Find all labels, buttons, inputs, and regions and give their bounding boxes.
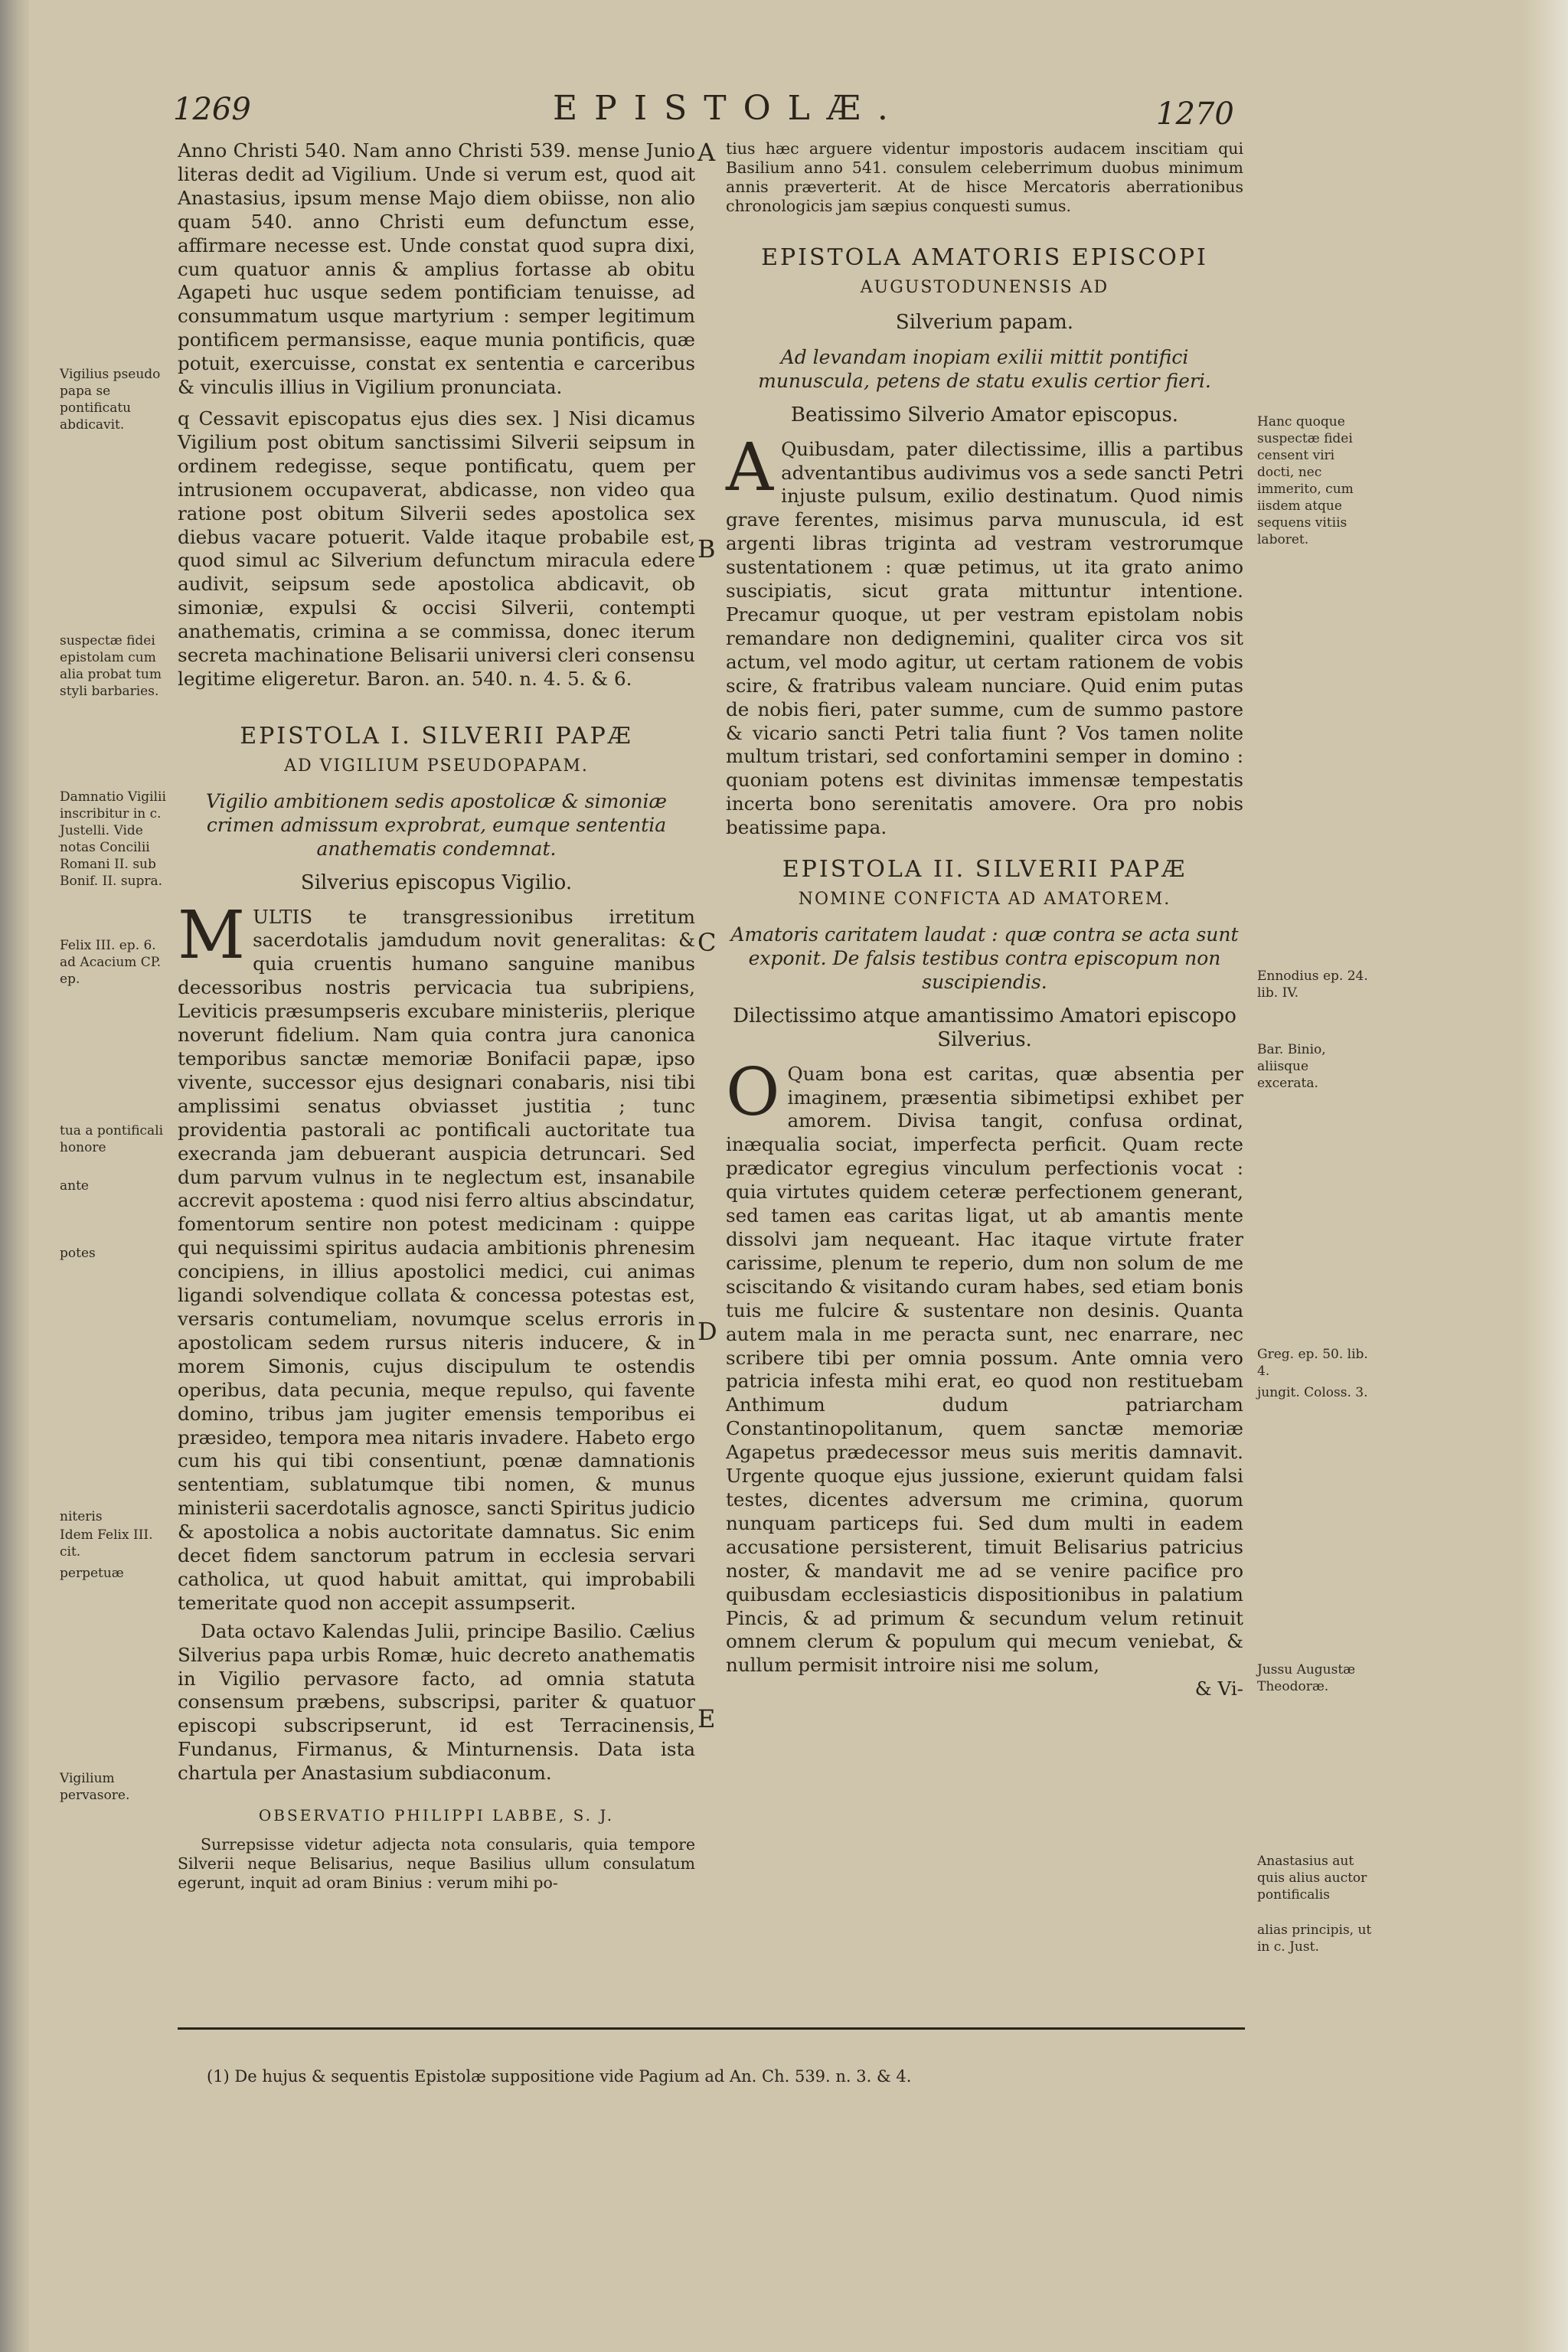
epistola1-data: Data octavo Kalendas Julii, principe Basilio. Cælius Silverius papa urbis Romæ, huic decreto anathematis in Vigilio pervasore facto, ad omnia statuta consensum præbens, subscripsi, pariter & quatuor episcopi subscripserunt, id est Terracinensis, Fundanus, Firmanus, & Minturnensis. Data ista chartula per Anastasium subdiaconum. bbox=[178, 1619, 695, 1785]
right-note-alias-principis: alias principis, ut in c. Just. bbox=[1257, 1922, 1372, 1955]
left-note-damnatio: Damnatio Vigilii inscribitur in c. Justelli. Vide notas Concilii Romani II. sub Bonif. II. supra. bbox=[60, 789, 166, 889]
right-note-ennodius: Ennodius ep. 24. lib. IV. bbox=[1257, 969, 1368, 1001]
right-note-hanc-quoque: Hanc quoque suspectæ fidei censent viri docti, nec immerito, cum iisdem atque sequens vitiis laboret. bbox=[1257, 414, 1354, 547]
right-note-coloss: jungit. Coloss. 3. bbox=[1257, 1385, 1368, 1400]
amator-dropcap: A bbox=[726, 429, 774, 506]
observatio-body: Surrepsisse videtur adjecta nota consularis, quia tempore Silverii neque Belisarius, neque Basilius ullum consulatum egerunt, inquit ad oram Binius : verum mihi po- bbox=[178, 1835, 695, 1892]
margin-letter-b: B bbox=[697, 534, 716, 564]
right-note-greg: Greg. ep. 50. lib. 4. bbox=[1257, 1347, 1368, 1379]
epistola2-dropcap: O bbox=[726, 1054, 780, 1131]
observatio-heading: OBSERVATIO PHILIPPI LABBE, S. J. bbox=[258, 1806, 615, 1825]
epistola2-salutation: Dilectissimo atque amantissimo Amatori episcopo Silverius. bbox=[733, 1004, 1236, 1051]
epistola1-heading: EPISTOLA I. SILVERII PAPÆ bbox=[240, 722, 633, 750]
epistola1-summary: Vigilio ambitionem sedis apostolicæ & simoniæ crimen admissum exprobrat, eumque sententia anathematis condemnat. bbox=[206, 789, 667, 860]
adjacent-page-edge bbox=[0, 0, 29, 2352]
left-note-tua-a-pontificali: tua a pontificali honore bbox=[60, 1123, 164, 1155]
left-note-perpetuae: perpetuæ bbox=[60, 1566, 124, 1581]
margin-letter-c: C bbox=[697, 928, 717, 957]
intro-paragraph-2: q Cessavit episcopatus ejus dies sex. ] Nisi dicamus Vigilium post obitum sanctissimi Silverii seipsum in ordinem redegisse, seque pontificatu, quem per intrusionem occupaverat, abdicasse, non video qua ratione post obitum Silverii sedes apostolica sex diebus vacare potuerit. Valde itaque probabile est, quod simul ac Silverium defunctum miracula edere audivit, seipsum sede apostolica abdicavit, ob simoniæ, expulsi & occisi Silverii, contempti anathematis, crimina a se commissa, donec iterum secreta machinatione Belisarii universi cleri consensu legitime eligeretur. Baron. an. 540. n. 4. 5. & 6. bbox=[178, 407, 695, 690]
amator-subheading: AUGUSTODUNENSIS AD bbox=[860, 277, 1109, 297]
footnote: (1) De hujus & sequentis Epistolæ suppositione vide Pagium ad An. Ch. 539. n. 3. & 4. bbox=[207, 2067, 912, 2086]
epistola2-heading: EPISTOLA II. SILVERII PAPÆ bbox=[782, 856, 1187, 884]
page-number-left: 1269 bbox=[173, 92, 251, 127]
amator-body bbox=[726, 429, 1243, 840]
book-page bbox=[31, 0, 1524, 2352]
epistola1-body bbox=[178, 897, 695, 1615]
right-note-bar-binio: Bar. Binio, aliisque excerata. bbox=[1257, 1042, 1326, 1091]
footnote-rule bbox=[178, 2027, 1245, 2030]
epistola2-body-text: Quam bona est caritas, quæ absentia per imaginem, præsentia sibimetipsi exhibet per amorem. Divisa tangit, confusa ordinat, inæqualia sociat, imperfecta perficit. Quam recte prædicator egregius vinculum perfectionis vocat : quia virtutes quidem ceteræ perfectionem generant, sed tamen eas caritas ligat, ut ab amantis mente dissolvi jam nequeant. Hac itaque virtute frater carissime, plenum te reperio, dum non solum de me sciscitando & visitando curam habes, sed etiam bonis tuis me fulcire & sustentare non desinis. Quanta autem mala in me peracta sunt, nec enarrare, nec scribere tibi per omnia possum. Ante omnia vero patricia infesta mihi erat, eo quod non restituebam Anthimum dudum patriarcham Constantinopolitanum, quem sanctæ memoriæ Agapetus prædecessor meus suis meritis damnavit. Urgente quoque ejus jussione, exierunt quidam falsi testes, dicentes adversum me crimina, quorum nunquam particeps fui. Sed dum multi in eadem accusatione persisterent, timuit Belisarius patricius noster, & mandavit me ad se venire pacifice pro quibusdam ecclesiasticis dispositionibus in palatium Pincis, & ad primum & secundum velum retinuit omnem clerum & populum qui mecum veniebat, & nullum permisit introire nisi me solum, bbox=[726, 1062, 1243, 1677]
right-note-anastasius: Anastasius aut quis alius auctor pontificalis bbox=[1257, 1854, 1367, 1903]
epistola2-summary: Amatoris caritatem laudat : quæ contra se acta sunt exponit. De falsis testibus contra episcopum non suscipiendis. bbox=[730, 923, 1239, 993]
book-gutter bbox=[1522, 0, 1568, 2352]
right-note-jussu-augustae: Jussu Augustæ Theodoræ. bbox=[1257, 1662, 1356, 1694]
margin-letter-a: A bbox=[697, 138, 716, 167]
epistola2-body bbox=[726, 1054, 1243, 1678]
epistola1-subheading: AD VIGILIUM PSEUDOPAPAM. bbox=[284, 756, 589, 776]
epistola1-salutation: Silverius episcopus Vigilio. bbox=[300, 871, 573, 894]
amator-salutation: Beatissimo Silverio Amator episcopus. bbox=[790, 403, 1179, 426]
left-note-vigilius: Vigilius pseudo papa se pontificatu abdicavit. bbox=[60, 367, 161, 433]
left-note-niteris: niteris bbox=[60, 1509, 103, 1524]
left-note-ante: ante bbox=[60, 1178, 89, 1194]
intro-paragraph-1: Anno Christi 540. Nam anno Christi 539. mense Junio literas dedit ad Vigilium. Unde si verum est, quod ait Anastasius, ipsum mense Majo diem obiisse, non alio quam 540. anno Christi eum defunctum esse, affirmare necesse est. Unde constat quod supra dixi, cum quatuor annis & amplius fortasse ab obitu Agapeti huc usque sedem pontificiam tenuisse, ad consummatum usque martyrium : semper legitimum pontificem permansisse, eaque munia pontificis, quæ potuit, exercuisse, constat ex sententia e carceribus & vinculis illius in Vigilium pronunciata. bbox=[178, 139, 695, 399]
left-note-potes: potes bbox=[60, 1246, 96, 1261]
right-column bbox=[726, 139, 1243, 1701]
left-column bbox=[178, 139, 695, 1893]
amator-subheading-2: Silverium papam. bbox=[895, 310, 1074, 334]
epistola1-body-text: ULTIS te transgressionibus irretitum sacerdotalis jamdudum novit generalitas: & quia cruentis humano sanguine manibus decessoribus nostris pervicacia tua subripiens, Leviticis præsumpseris excubare ministeriis, plerique noverunt fidelium. Nam quia contra jura canonica temporibus sanctæ memoriæ Bonifacii papæ, ipso vivente, successor ejus designari conabaris, nisi tibi amplissimi senatus obviasset justitia ; tunc providentia pastorali ac pontificali auctoritate tua execranda jam debuerant auspicia detruncari. Sed dum parvum vulnus in te neglectum est, insanabile accrevit apostema : quod nisi ferro altius abscindatur, fomentorum sentire non potest medicinam : quippe qui nequissimi spiritus audacia ambitionis phrenesim concipiens, in illius apostolici medici, cui animas ligandi solvendique collata & concessa potestas est, versaris contumeliam, novumque scelus erroris in apostolicam sedem rursus niteris inducere, & in morem Simonis, cujus discipulum te ostendis operibus, data pecunia, meque repulso, qui favente domino, tribus jam jugiter emensis temporibus ei præsideo, tempora mea nitaris invadere. Habeto ergo cum his qui tibi consentiunt, pœnæ damnationis sententiam, sublatumque tibi nomen, & munus ministerii sacerdotalis agnosce, sancti Spiritus judicio & apostolica a nobis auctoritate damnatus. Sic enim decet fidem sanctorum patrum in ecclesia servari catholica, ut quod habuit amittat, qui improbabili temeritate quod non accepit assumpserit. bbox=[178, 905, 695, 1614]
epistola2-subheading: NOMINE CONFICTA AD AMATOREM. bbox=[798, 889, 1171, 909]
epistola1-dropcap: M bbox=[178, 897, 246, 974]
left-note-idem-felix: Idem Felix III. cit. bbox=[60, 1527, 153, 1560]
margin-letter-e: E bbox=[697, 1704, 716, 1733]
observatio-continuation: tius hæc arguere videntur impostoris audacem inscitiam qui Basilium anno 541. consulem celeberrimum duobus minimum annis præverterit. At de hisce Mercatoris aberrationibus chronologicis jam sæpius conquesti sumus. bbox=[726, 139, 1243, 215]
left-note-suspectae: suspectæ fidei epistolam cum alia probat tum styli barbaries. bbox=[60, 633, 162, 699]
amator-body-text: Quibusdam, pater dilectissime, illis a partibus adventantibus audivimus vos a sede sancti Petri injuste pulsum, exilio destinatum. Quod nimis grave ferentes, misimus parva munuscula, id est argenti libras triginta ad vestram vestrorumque sustentationem : quæ petimus, ut ita grato animo suscipiatis, sicut grata mittuntur intentione. Precamur quoque, ut per vestram epistolam nobis remandare non dedignemini, qualiter circa vos sit actum, vel modo agitur, ut certam rationem de vobis scire, & fratribus valeam nunciare. Quid enim putas de nobis fieri, pater summe, cum de summo pastore & vicario sancti Petri talia fiunt ? Vos tamen nolite multum tristari, sed confortamini semper in domino : quoniam potens est divinitas immensæ tempestatis incerta bono serenitatis amovere. Ora pro nobis beatissime papa. bbox=[726, 437, 1243, 839]
amator-summary: Ad levandam inopiam exilii mittit pontifici munuscula, petens de statu exulis certior fieri. bbox=[758, 345, 1211, 392]
left-note-felix: Felix III. ep. 6. ad Acacium CP. ep. bbox=[60, 938, 162, 987]
margin-letter-d: D bbox=[697, 1317, 717, 1346]
amator-heading: EPISTOLA AMATORIS EPISCOPI bbox=[761, 244, 1208, 271]
catchword: & Vi- bbox=[1194, 1677, 1243, 1700]
left-note-vigilium-pervasore: Vigilium pervasore. bbox=[60, 1771, 130, 1803]
running-title: EPISTOLÆ. bbox=[553, 89, 905, 128]
page-number-right: 1270 bbox=[1156, 96, 1234, 132]
